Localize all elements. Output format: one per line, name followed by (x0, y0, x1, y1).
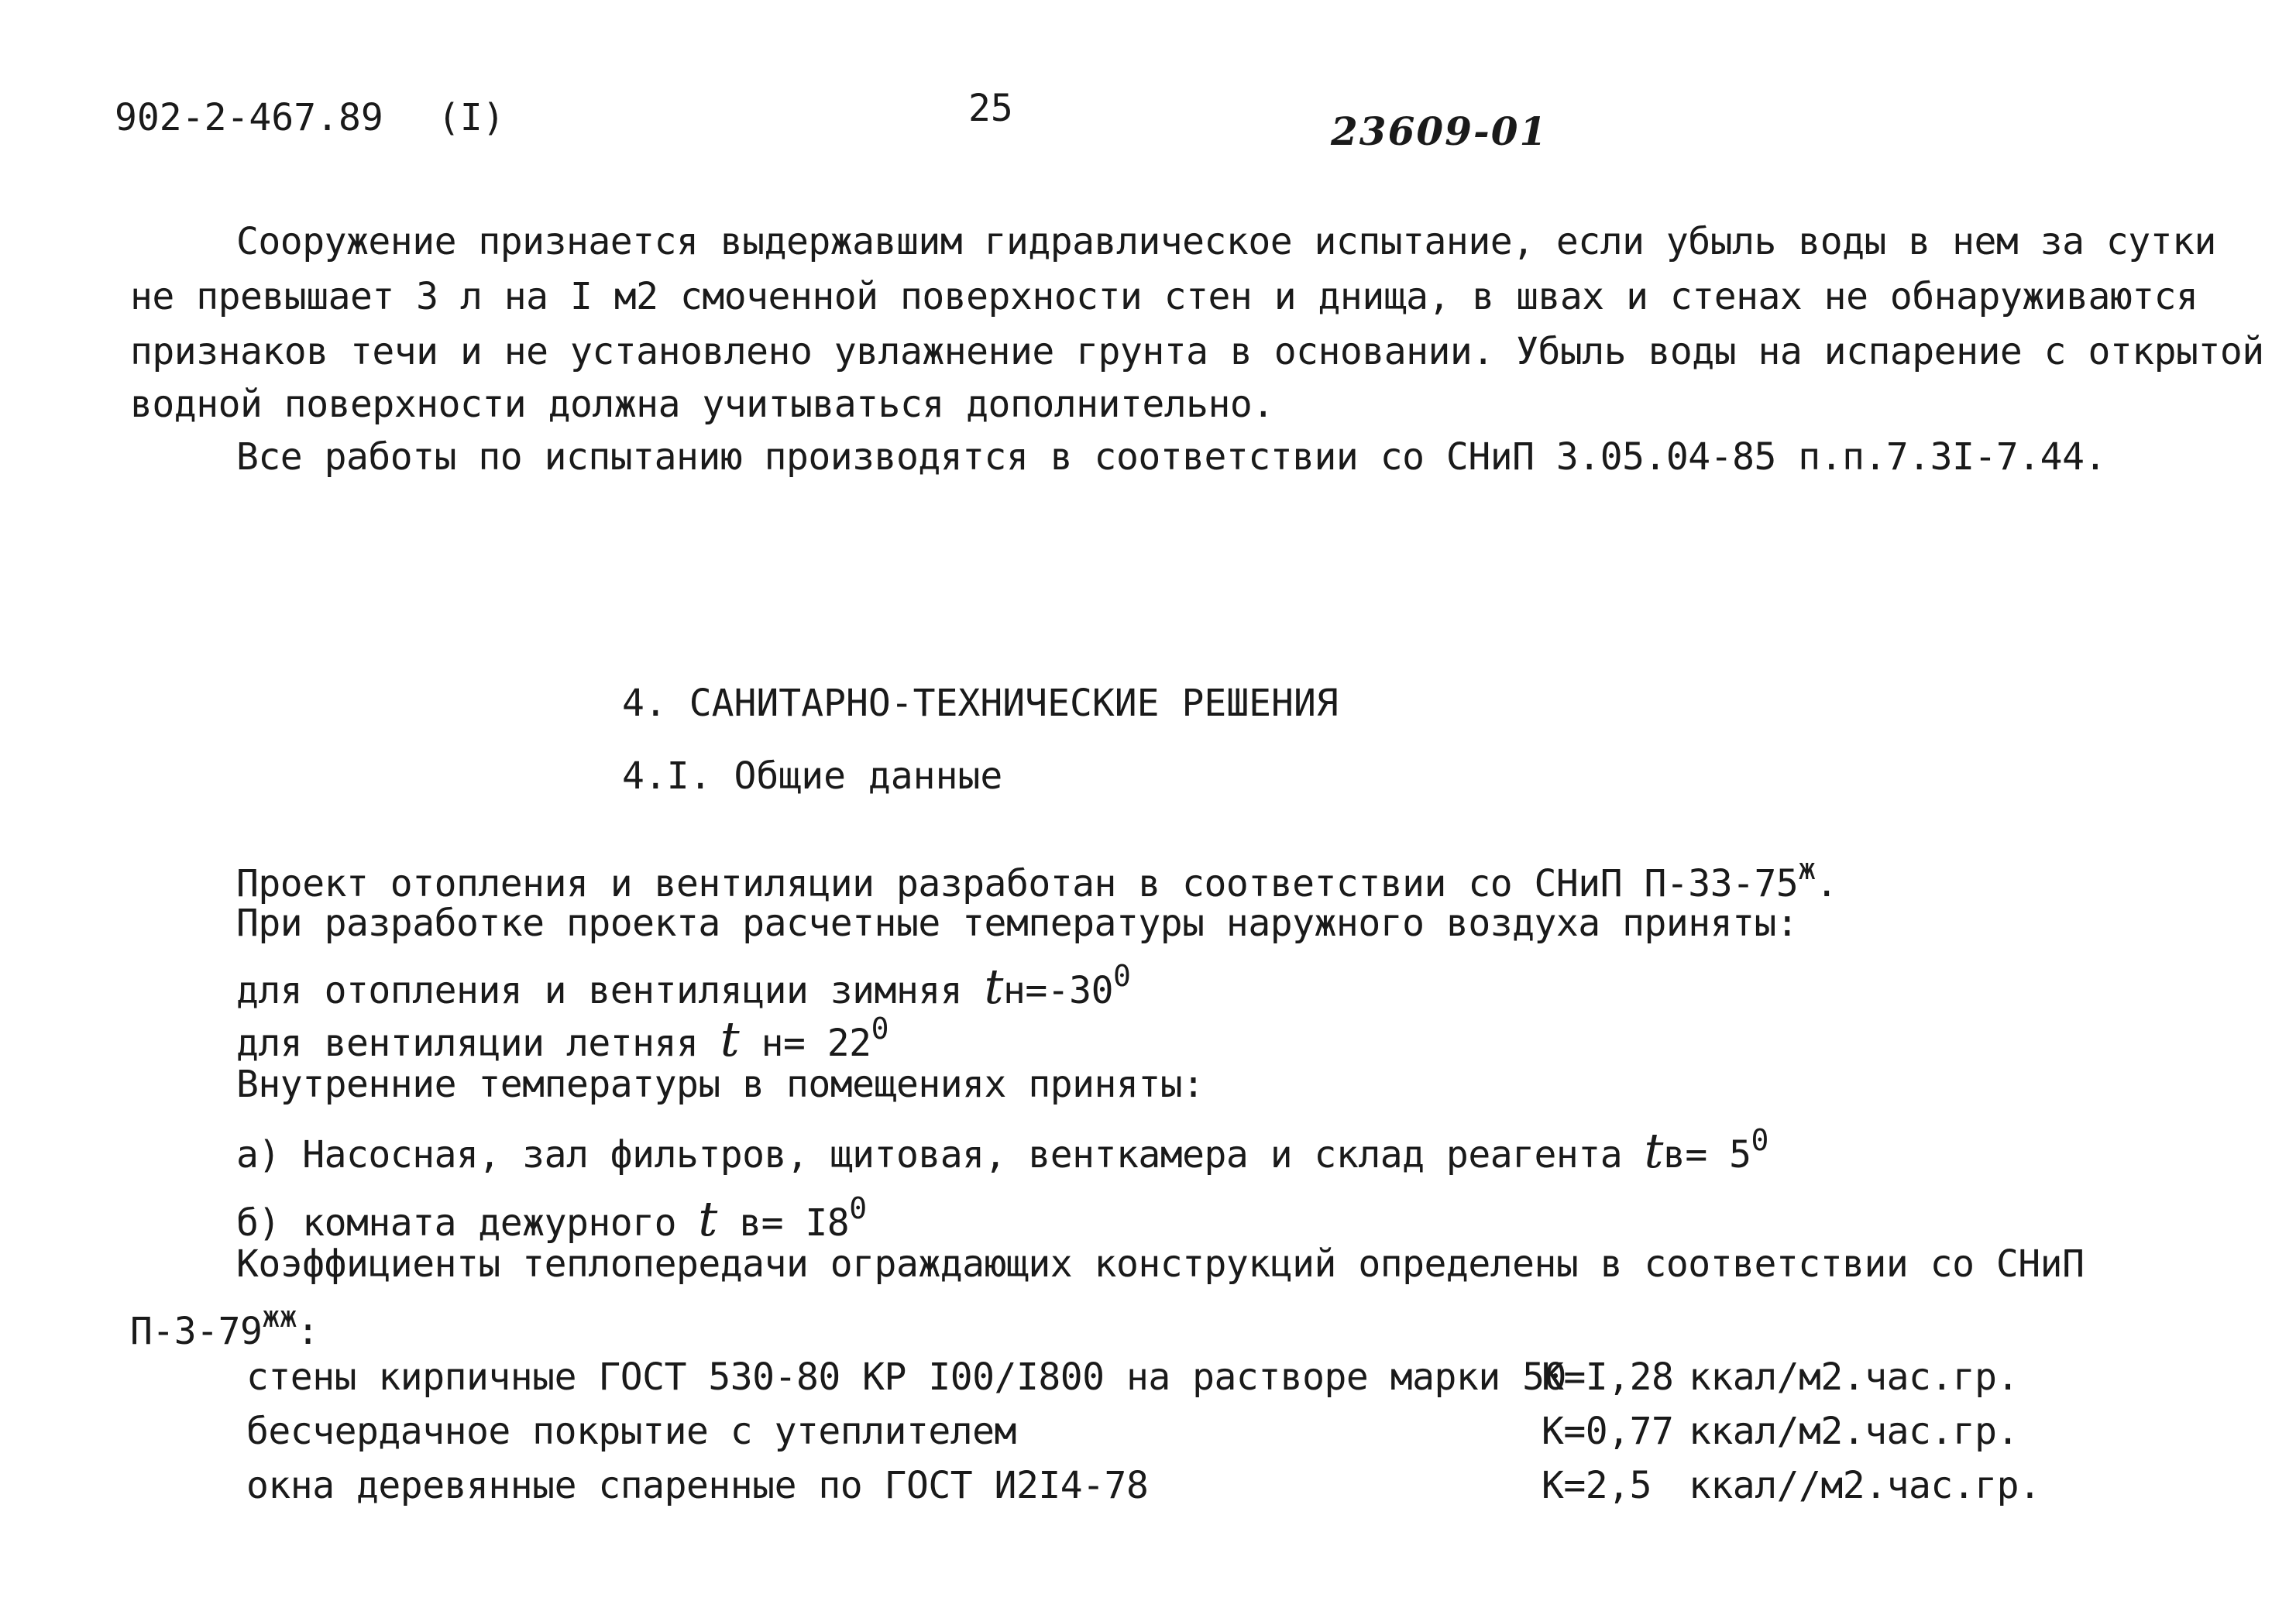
table-row-k: К=0,77 (1542, 1410, 1674, 1453)
table-row-k: К=I,28 (1542, 1355, 1674, 1399)
table-row-name: стены кирпичные ГОСТ 530-80 КР I00/I800 на растворе марки 50 (246, 1355, 1566, 1399)
item-a-degree: 0 (1751, 1123, 1768, 1157)
design-temps-line: При разработке проекта расчетные температуры наружного воздуха приняты: (236, 902, 1799, 945)
coef-ref: П-3-79 (130, 1310, 263, 1353)
item-b-t-symbol: t (698, 1190, 717, 1247)
project-text: Проект отопления и вентиляции разработан в соответствии со СНиП П-33-75 (236, 862, 1799, 905)
coef-footnote-mark: жж (262, 1300, 297, 1334)
intro-line-5: Все работы по испытанию производятся в соответствии со СНиП 3.05.04-85 п.п.7.3I-7.44. (236, 435, 2106, 479)
section-title: 4. САНИТАРНО-ТЕХНИЧЕСКИЕ РЕШЕНИЯ (622, 682, 1339, 725)
intro-line-2: не превышает 3 л на I м2 смоченной поверхности стен и днища, в швах и стенах не обнаруживаются (130, 275, 2198, 318)
table-row-name: бесчердачное покрытие с утеплителем (246, 1410, 1016, 1453)
coef-end: : (297, 1310, 319, 1353)
summer-prefix: для вентиляции летняя (236, 1022, 720, 1065)
table-row-unit: ккал/м2.час.гр. (1689, 1410, 2019, 1453)
winter-prefix: для отопления и вентиляции зимняя (236, 969, 985, 1012)
coef-line: Коэффициенты теплопередачи ограждающих конструкций определены в соответствии со СНиП (236, 1242, 2085, 1286)
summer-value: н= 22 (739, 1022, 871, 1065)
winter-t-symbol: t (984, 958, 1003, 1015)
handwritten-stamp-number: 23609-01 (1331, 108, 1548, 154)
intro-line-4: водной поверхности должна учитываться дополнительно. (130, 383, 1274, 426)
doc-part: (I) (438, 96, 505, 139)
winter-degree: 0 (1112, 959, 1131, 993)
item-b-degree: 0 (849, 1191, 867, 1225)
intro-line-1: Сооружение признается выдержавшим гидравлическое испытание, если убыль воды в нем за сутки (236, 220, 2216, 263)
item-a-t-symbol: t (1644, 1122, 1663, 1179)
summer-t-symbol: t (720, 1011, 740, 1067)
doc-code: 902-2-467.89 (115, 96, 383, 139)
item-b-line (236, 1184, 867, 1248)
summer-degree: 0 (871, 1012, 888, 1046)
winter-value: н=-30 (1002, 969, 1113, 1012)
table-row-name: окна деревянные спаренные по ГОСТ И2I4-78 (246, 1464, 1149, 1507)
item-a-prefix: а) Насосная, зал фильтров, щитовая, венткамера и склад реагента (236, 1133, 1645, 1177)
page-number: 25 (968, 87, 1013, 130)
item-b-value: в= I8 (717, 1201, 850, 1245)
item-a-value: в= 5 (1662, 1133, 1751, 1177)
section-subtitle: 4.I. Общие данные (622, 754, 1003, 798)
item-a-line (236, 1115, 1768, 1180)
internal-temps-line: Внутренние температуры в помещениях приняты: (236, 1063, 1205, 1106)
table-row-unit: ккал/м2.час.гр. (1689, 1355, 2019, 1399)
project-footnote-mark: ж (1798, 852, 1816, 886)
coef-ref-line (130, 1292, 319, 1356)
item-b-prefix: б) комната дежурного (236, 1201, 699, 1245)
table-row-k: К=2,5 (1542, 1464, 1652, 1507)
table-row-unit: ккал//м2.час.гр. (1689, 1464, 2041, 1507)
summer-temp-line (236, 1004, 888, 1068)
intro-line-3: признаков течи и не установлено увлажнение грунта в основании. Убыль воды на испарение с открытой (130, 330, 2264, 373)
project-end: . (1815, 862, 1838, 905)
